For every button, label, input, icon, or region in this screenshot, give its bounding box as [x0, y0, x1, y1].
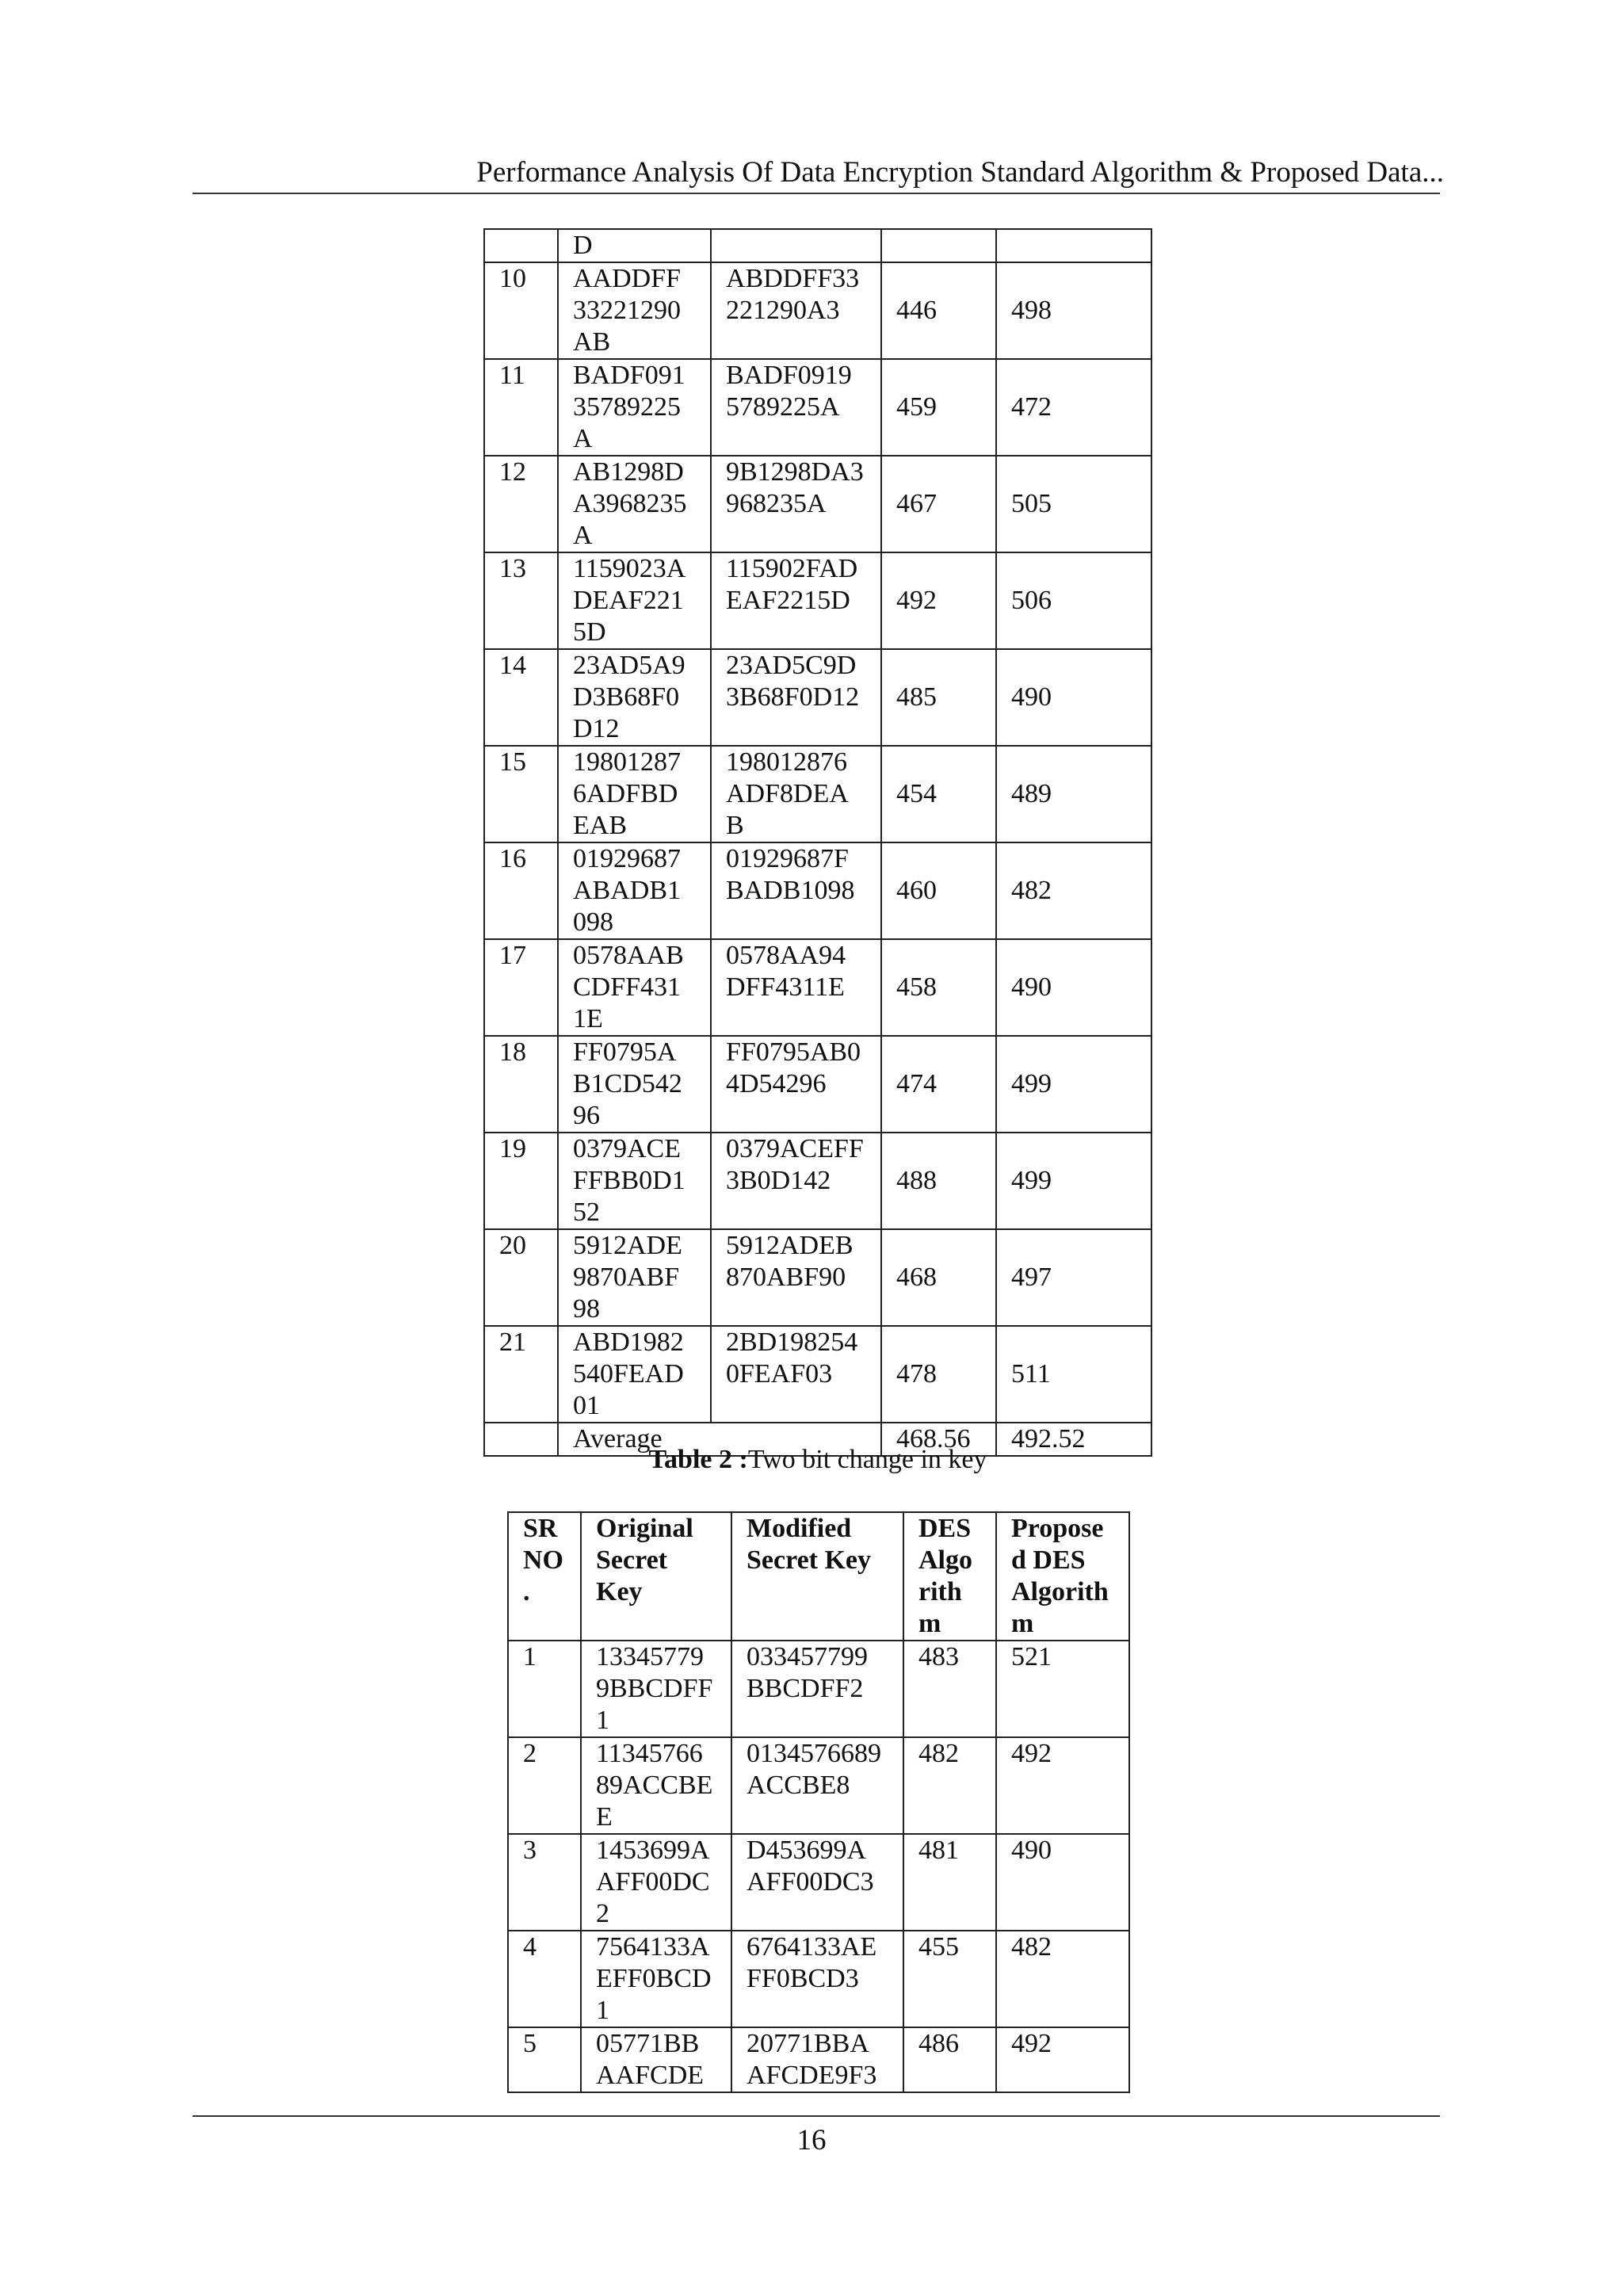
original-key-cell-lines — [573, 1133, 710, 1228]
original-key-cell — [581, 1931, 731, 2027]
cell-line: B — [726, 811, 744, 840]
header-line: DES — [918, 1514, 972, 1543]
table-header-row — [508, 1512, 1129, 1641]
running-header: Performance Analysis Of Data Encryption Standard Algorithm & Proposed Data... — [476, 156, 1444, 189]
modified-key-cell — [711, 1133, 881, 1229]
original-key-cell-lines — [573, 1230, 710, 1325]
proposed-des-cell: 492 — [996, 2027, 1129, 2092]
proposed-des-cell: 482 — [996, 1931, 1129, 2027]
modified-key-cell-lines — [726, 650, 880, 713]
header-proposed-des-algorithm — [996, 1512, 1129, 1641]
table-row — [484, 842, 1151, 939]
header-line: Algorith — [1011, 1577, 1109, 1606]
caption-text: Two bit change in key — [747, 1445, 987, 1474]
cell-line: 13345779 — [596, 1642, 704, 1671]
sr-cell: 11 — [484, 359, 558, 456]
des-cell: 482 — [903, 1737, 996, 1834]
cell-line: AB1298D — [573, 457, 684, 487]
cell-line: FF0BCD3 — [747, 1964, 859, 1993]
modified-key-cell-lines — [747, 2028, 903, 2092]
des-cell: 478 — [881, 1326, 996, 1423]
cell-line: 20771BBA — [747, 2029, 869, 2058]
table-row — [484, 746, 1151, 842]
average-proposed-cell: 492.52 — [996, 1423, 1151, 1456]
cell-line: DFF4311E — [726, 972, 845, 1002]
table-row — [484, 456, 1151, 552]
sr-cell: 20 — [484, 1229, 558, 1326]
key-change-table-continued — [483, 228, 1152, 1457]
cell-line: FFBB0D1 — [573, 1166, 685, 1195]
table-row — [508, 1737, 1129, 1834]
cell-line: D3B68F0 — [573, 682, 680, 712]
sr-cell: 17 — [484, 939, 558, 1036]
modified-key-cell — [731, 1834, 903, 1931]
modified-key-cell-lines — [726, 263, 880, 327]
cell-line: D12 — [573, 714, 620, 743]
des-cell: 467 — [881, 456, 996, 552]
cell-line: DEAF221 — [573, 586, 684, 615]
modified-key-cell — [731, 2027, 903, 2092]
header-sr-no — [508, 1512, 581, 1641]
sr-cell: 18 — [484, 1036, 558, 1133]
table-row — [484, 229, 1151, 262]
cell-line: ACCBE8 — [747, 1771, 850, 1800]
cell-line: 2BD198254 — [726, 1328, 858, 1357]
sr-cell: 16 — [484, 842, 558, 939]
cell-line: 5D — [573, 617, 606, 647]
proposed-des-cell — [996, 229, 1151, 262]
header-line: m — [1011, 1609, 1034, 1638]
cell-line: 5912ADEB — [726, 1231, 854, 1260]
sr-cell: 19 — [484, 1133, 558, 1229]
cell-line: 4D54296 — [726, 1069, 827, 1098]
des-cell: 492 — [881, 552, 996, 649]
des-cell: 486 — [903, 2027, 996, 2092]
sr-cell: 10 — [484, 262, 558, 359]
original-key-cell: D — [558, 229, 711, 262]
original-key-cell-lines — [573, 360, 710, 455]
cell-line: 01929687F — [726, 844, 849, 873]
average-label-cell: Average — [558, 1423, 881, 1456]
original-key-cell — [581, 1834, 731, 1931]
cell-line: 1 — [596, 1996, 609, 2025]
table-row — [508, 1834, 1129, 1931]
cell-line: ABD1982 — [573, 1328, 684, 1357]
modified-key-cell — [711, 746, 881, 842]
original-key-cell — [558, 456, 711, 552]
original-key-cell — [581, 1737, 731, 1834]
cell-line: 1E — [573, 1004, 603, 1033]
cell-line: 1159023A — [573, 554, 686, 583]
des-cell: 455 — [903, 1931, 996, 2027]
cell-line: 19801287 — [573, 747, 681, 777]
cell-line: AFF00DC3 — [747, 1867, 874, 1897]
table2-body — [508, 1641, 1129, 2092]
modified-key-cell-lines — [726, 457, 880, 520]
header-line: Secret — [596, 1545, 667, 1575]
modified-key-cell-lines — [726, 553, 880, 617]
cell-line: 0134576689 — [747, 1739, 881, 1768]
cell-line: 1 — [596, 1706, 609, 1735]
original-key-cell — [558, 649, 711, 746]
des-cell: 485 — [881, 649, 996, 746]
des-cell: 460 — [881, 842, 996, 939]
cell-line: AB — [573, 327, 611, 357]
table-row — [484, 552, 1151, 649]
footer-rule — [193, 2115, 1440, 2117]
modified-key-cell — [711, 1036, 881, 1133]
cell-line: EFF0BCD — [596, 1964, 712, 1993]
header-line: Key — [596, 1577, 643, 1606]
modified-key-cell-lines — [747, 1738, 903, 1801]
sr-cell: 2 — [508, 1737, 581, 1834]
modified-key-cell — [731, 1931, 903, 2027]
header-line: Secret Key — [747, 1545, 872, 1575]
cell-line: 96 — [573, 1101, 600, 1130]
original-key-cell — [581, 1641, 731, 1737]
cell-line: 033457799 — [747, 1642, 868, 1671]
header-rule — [193, 193, 1440, 194]
original-key-cell — [558, 262, 711, 359]
cell-line: 23AD5C9D — [726, 651, 857, 680]
modified-key-cell — [711, 229, 881, 262]
cell-line: 0379ACE — [573, 1134, 681, 1163]
des-cell: 488 — [881, 1133, 996, 1229]
header-des-algorithm — [903, 1512, 996, 1641]
proposed-des-cell: 521 — [996, 1641, 1129, 1737]
table-caption — [0, 1445, 1623, 1475]
cell-line: BADF0919 — [726, 361, 852, 390]
table-row — [508, 1641, 1129, 1737]
cell-line: 6ADFBD — [573, 779, 678, 808]
original-key-cell-lines — [573, 1037, 710, 1132]
modified-key-cell-lines — [726, 940, 880, 1003]
header-line: Algo — [918, 1545, 972, 1575]
cell-line: 968235A — [726, 489, 827, 518]
page-number: 16 — [796, 2124, 827, 2157]
cell-line: 98 — [573, 1294, 600, 1324]
header-line: . — [523, 1577, 530, 1606]
modified-key-cell — [711, 552, 881, 649]
table-row — [484, 1133, 1151, 1229]
proposed-des-cell: 492 — [996, 1737, 1129, 1834]
proposed-des-cell: 490 — [996, 939, 1151, 1036]
average-des-cell: 468.56 — [881, 1423, 996, 1456]
modified-key-cell — [731, 1737, 903, 1834]
cell-line: EAF2215D — [726, 586, 850, 615]
cell-line: B1CD542 — [573, 1069, 682, 1098]
original-key-cell-lines — [596, 1641, 731, 1736]
cell-line: 5912ADE — [573, 1231, 682, 1260]
cell-line: BBCDFF2 — [747, 1674, 864, 1703]
des-cell: 481 — [903, 1834, 996, 1931]
modified-key-cell — [711, 649, 881, 746]
original-key-cell-lines — [596, 1738, 731, 1833]
cell-line: AFCDE9F3 — [747, 2061, 877, 2090]
sr-cell: 5 — [508, 2027, 581, 2092]
original-key-cell — [558, 1229, 711, 1326]
table-row — [508, 1931, 1129, 2027]
modified-key-cell — [711, 262, 881, 359]
cell-line: AADDFF — [573, 264, 682, 293]
modified-key-cell-lines — [726, 1037, 880, 1100]
sr-cell — [484, 229, 558, 262]
modified-key-cell-lines — [747, 1931, 903, 1995]
proposed-des-cell: 498 — [996, 262, 1151, 359]
two-bit-change-table — [507, 1511, 1130, 2093]
cell-line: 9870ABF — [573, 1263, 680, 1292]
cell-line: 33221290 — [573, 296, 681, 325]
table-row — [484, 1229, 1151, 1326]
modified-key-cell — [711, 842, 881, 939]
sr-cell: 13 — [484, 552, 558, 649]
original-key-cell — [558, 552, 711, 649]
cell-line: CDFF431 — [573, 972, 682, 1002]
cell-line: 52 — [573, 1198, 600, 1227]
cell-line: AAFCDE — [596, 2061, 705, 2090]
cell-line: ABDDFF33 — [726, 264, 860, 293]
cell-line: 9B1298DA3 — [726, 457, 864, 487]
original-key-cell-lines — [573, 553, 710, 648]
sr-cell: 21 — [484, 1326, 558, 1423]
modified-key-cell-lines — [726, 1327, 880, 1390]
des-cell: 468 — [881, 1229, 996, 1326]
cell-line: 05771BB — [596, 2029, 700, 2058]
original-key-cell-lines — [573, 1327, 710, 1422]
proposed-des-cell: 490 — [996, 1834, 1129, 1931]
cell-line: 6764133AE — [747, 1932, 877, 1962]
cell-line: A3968235 — [573, 489, 687, 518]
table-row — [484, 1036, 1151, 1133]
sr-cell: 15 — [484, 746, 558, 842]
cell-line: 0578AA94 — [726, 941, 846, 970]
header-original-secret-key — [581, 1512, 731, 1641]
modified-key-cell — [711, 359, 881, 456]
cell-line: BADF091 — [573, 361, 685, 390]
proposed-des-cell: 489 — [996, 746, 1151, 842]
proposed-des-cell: 472 — [996, 359, 1151, 456]
cell-line: 870ABF90 — [726, 1263, 846, 1292]
original-key-cell — [558, 1036, 711, 1133]
cell-line: 0578AAB — [573, 941, 684, 970]
cell-line: 11345766 — [596, 1739, 703, 1768]
cell-line: 35789225 — [573, 392, 681, 422]
cell-line: 115902FAD — [726, 554, 858, 583]
cell-line: 01929687 — [573, 844, 681, 873]
modified-key-cell — [711, 1229, 881, 1326]
cell-line: FF0795AB0 — [726, 1037, 861, 1067]
original-key-cell — [558, 1133, 711, 1229]
cell-line: BADB1098 — [726, 876, 855, 905]
sr-cell: 14 — [484, 649, 558, 746]
cell-line: 7564133A — [596, 1932, 710, 1962]
cell-line: 2 — [596, 1899, 609, 1928]
original-key-cell-lines — [596, 1931, 731, 2027]
des-cell: 458 — [881, 939, 996, 1036]
sr-cell: 12 — [484, 456, 558, 552]
cell-line: 540FEAD — [573, 1359, 684, 1389]
proposed-des-cell: 505 — [996, 456, 1151, 552]
original-key-cell-lines — [596, 2028, 731, 2092]
original-key-cell — [558, 746, 711, 842]
original-key-cell-lines — [573, 843, 710, 938]
header-line: d DES — [1011, 1545, 1086, 1575]
des-cell: 483 — [903, 1641, 996, 1737]
table-row — [508, 2027, 1129, 2092]
proposed-des-cell: 511 — [996, 1326, 1151, 1423]
header-line: rith — [918, 1577, 962, 1606]
caption-label: Table 2 : — [648, 1445, 748, 1474]
cell-line: FF0795A — [573, 1037, 677, 1067]
header-line: Propose — [1011, 1514, 1104, 1543]
proposed-des-cell: 490 — [996, 649, 1151, 746]
modified-key-cell — [711, 939, 881, 1036]
modified-key-cell-lines — [726, 360, 880, 423]
table-row — [484, 262, 1151, 359]
cell-line: ABADB1 — [573, 876, 682, 905]
original-key-cell — [581, 2027, 731, 2092]
proposed-des-cell: 499 — [996, 1133, 1151, 1229]
cell-line: AFF00DC — [596, 1867, 710, 1897]
original-key-cell — [558, 359, 711, 456]
header-modified-secret-key — [731, 1512, 903, 1641]
cell-line: 5789225A — [726, 392, 840, 422]
original-key-cell-lines — [573, 940, 710, 1035]
table-row — [484, 359, 1151, 456]
cell-line: EAB — [573, 811, 627, 840]
original-key-cell — [558, 1326, 711, 1423]
proposed-des-cell: 499 — [996, 1036, 1151, 1133]
header-line: Modified — [747, 1514, 852, 1543]
des-cell: 459 — [881, 359, 996, 456]
cell-line: 89ACCBE — [596, 1771, 713, 1800]
cell-line: 9BBCDFF — [596, 1674, 713, 1703]
modified-key-cell-lines — [726, 1133, 880, 1197]
modified-key-cell-lines — [726, 1230, 880, 1293]
des-cell: 474 — [881, 1036, 996, 1133]
modified-key-cell — [711, 456, 881, 552]
cell-line: A — [573, 424, 593, 453]
modified-key-cell-lines — [726, 747, 880, 842]
modified-key-cell-lines — [747, 1641, 903, 1705]
sr-cell: 1 — [508, 1641, 581, 1737]
cell-line: 0FEAF03 — [726, 1359, 833, 1389]
cell-line: 098 — [573, 907, 613, 937]
header-line: m — [918, 1609, 941, 1638]
header-line: Original — [596, 1514, 693, 1543]
original-key-cell-lines — [573, 263, 710, 358]
proposed-des-cell: 482 — [996, 842, 1151, 939]
cell-line: 23AD5A9 — [573, 651, 685, 680]
cell-line: D453699A — [747, 1836, 867, 1865]
original-key-cell — [558, 939, 711, 1036]
cell-line: E — [596, 1802, 613, 1832]
cell-line: 01 — [573, 1391, 600, 1420]
header-line: NO — [523, 1545, 563, 1575]
des-cell: 446 — [881, 262, 996, 359]
cell-line: 1453699A — [596, 1836, 710, 1865]
cell-line: 0379ACEFF — [726, 1134, 864, 1163]
cell-line: 198012876 — [726, 747, 847, 777]
des-cell: 454 — [881, 746, 996, 842]
proposed-des-cell: 506 — [996, 552, 1151, 649]
cell-line: ADF8DEA — [726, 779, 849, 808]
table-row — [484, 939, 1151, 1036]
des-cell — [881, 229, 996, 262]
table1-body — [484, 229, 1151, 1456]
original-key-cell-lines — [596, 1835, 731, 1930]
sr-cell: 4 — [508, 1931, 581, 2027]
original-key-cell — [558, 842, 711, 939]
proposed-des-cell: 497 — [996, 1229, 1151, 1326]
sr-cell: 3 — [508, 1834, 581, 1931]
cell-line: 3B0D142 — [726, 1166, 831, 1195]
header-line: SR — [523, 1514, 558, 1543]
table-row — [484, 1326, 1151, 1423]
modified-key-cell-lines — [747, 1835, 903, 1898]
modified-key-cell — [711, 1326, 881, 1423]
modified-key-cell-lines — [726, 843, 880, 907]
cell-line: A — [573, 521, 593, 550]
original-key-cell-lines — [573, 650, 710, 745]
table-row — [484, 649, 1151, 746]
original-key-cell-lines — [573, 747, 710, 842]
original-key-cell-lines — [573, 457, 710, 552]
cell-line: 3B68F0D12 — [726, 682, 860, 712]
cell-line: 221290A3 — [726, 296, 840, 325]
modified-key-cell — [731, 1641, 903, 1737]
